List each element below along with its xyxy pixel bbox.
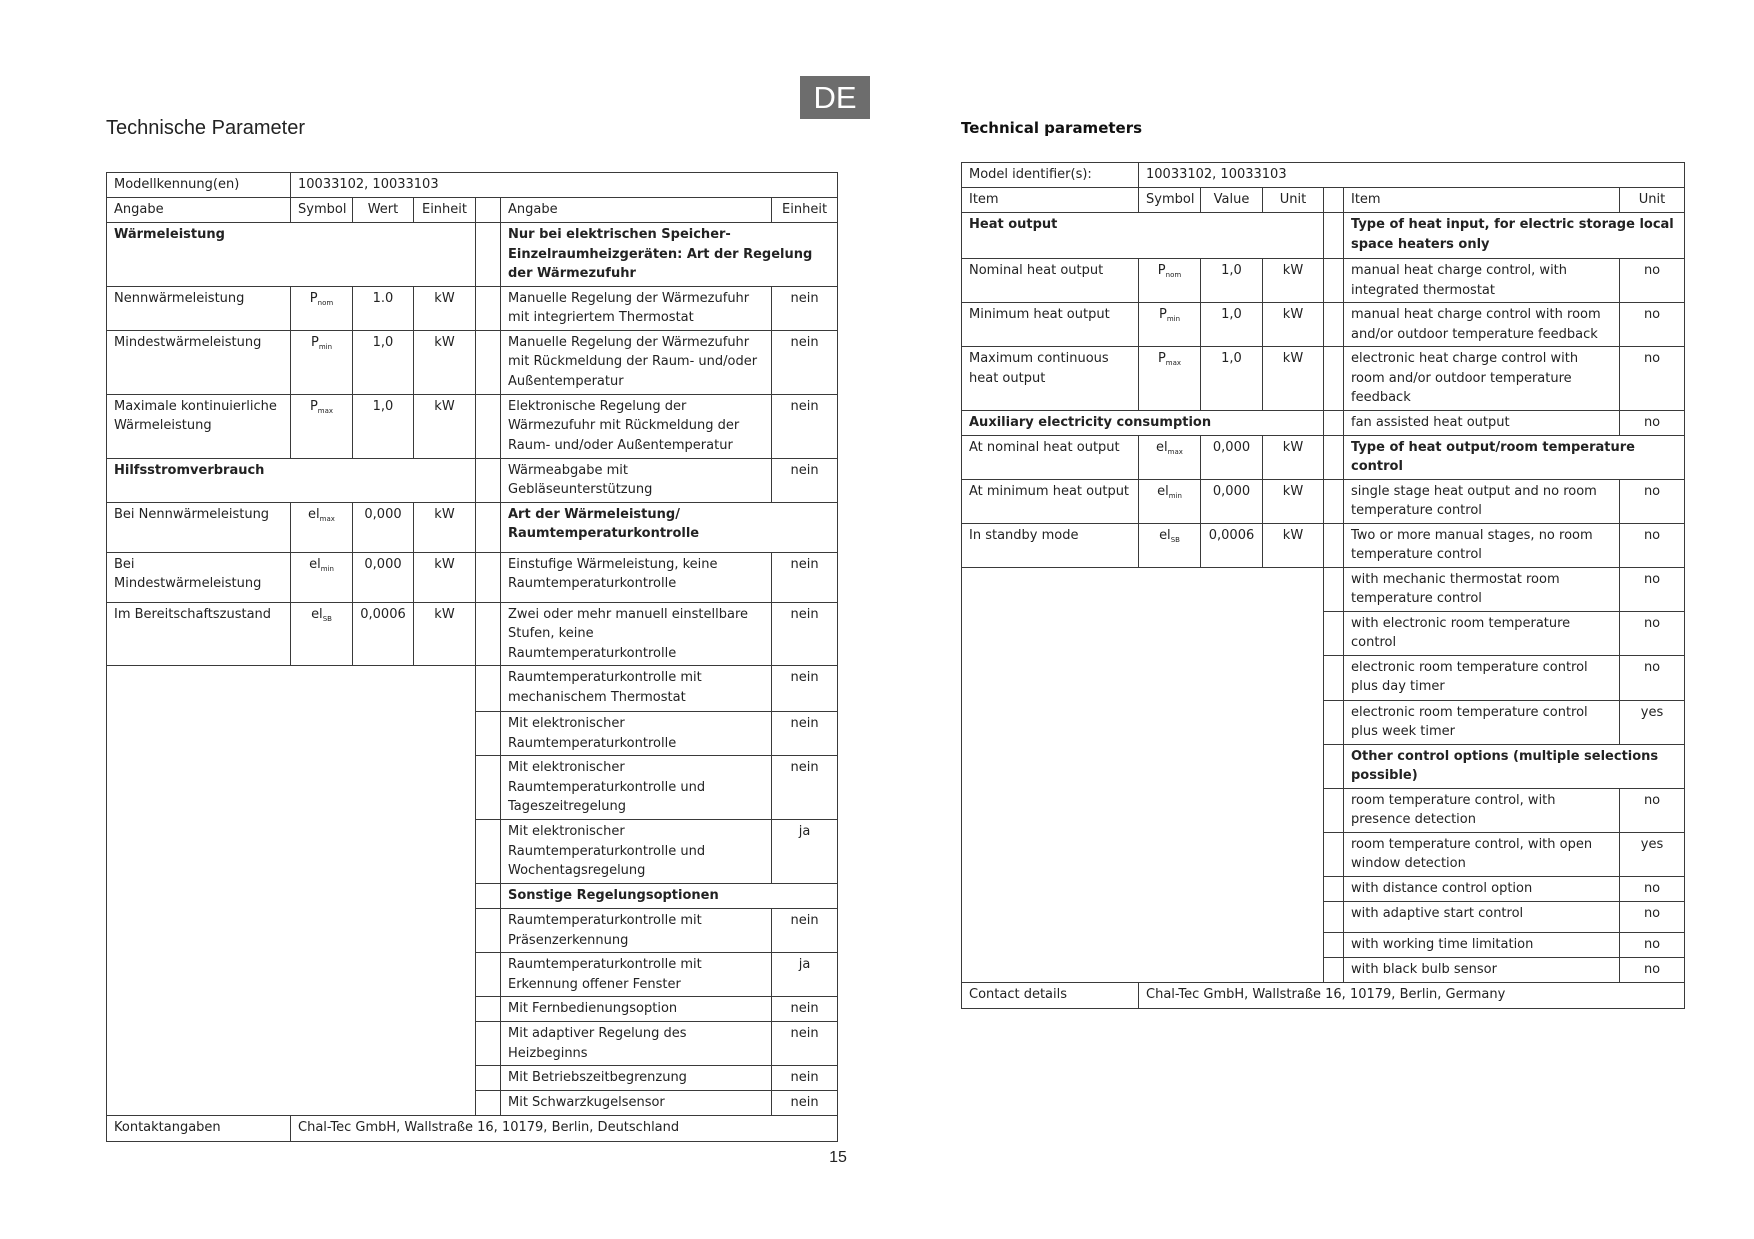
unit-cell: kW xyxy=(414,602,476,666)
column-spacer xyxy=(476,458,501,502)
option-value: nein xyxy=(772,330,838,394)
header-item: Angabe xyxy=(107,198,291,223)
column-spacer xyxy=(476,330,501,394)
column-spacer xyxy=(1324,744,1344,788)
value-cell: 1,0 xyxy=(1201,303,1263,347)
symbol-cell: $el_{max}$ xyxy=(291,502,353,552)
value-cell: 1,0 xyxy=(353,330,414,394)
option-value: no xyxy=(1620,655,1685,700)
option-label: manual heat charge control with room and/or outdoor temperature feedback xyxy=(1344,303,1620,347)
model-value: 10033102, 10033103 xyxy=(291,173,838,198)
column-spacer xyxy=(476,502,501,552)
unit-cell: kW xyxy=(414,286,476,330)
symbol-cell: $el_{SB}$ xyxy=(291,602,353,666)
option-value: nein xyxy=(772,552,838,602)
table-row xyxy=(962,479,1685,523)
option-label: Wärmeabgabe mit Gebläseunterstützung xyxy=(501,458,772,502)
column-spacer xyxy=(476,820,501,884)
column-spacer xyxy=(476,552,501,602)
option-value: no xyxy=(1620,410,1685,435)
option-value: no xyxy=(1620,788,1685,832)
column-spacer xyxy=(476,884,501,909)
option-label: with mechanic thermostat room temperature control xyxy=(1344,567,1620,611)
table-row xyxy=(107,330,838,394)
column-spacer xyxy=(476,756,501,820)
column-spacer xyxy=(476,1091,501,1116)
value-cell: 0,000 xyxy=(1201,479,1263,523)
row-label: Im Bereitschaftszustand xyxy=(107,602,291,666)
option-label: Mit elektronischer Raumtemperaturkontrolle und Wochentagsregelung xyxy=(501,820,772,884)
column-spacer xyxy=(476,666,501,712)
option-label: electronic room temperature control plus week timer xyxy=(1344,700,1620,744)
value-cell: 0,0006 xyxy=(1201,523,1263,567)
value-cell: 0,0006 xyxy=(353,602,414,666)
option-label: Manuelle Regelung der Wärmezufuhr mit Rückmeldung der Raum- und/oder Außentemperatur xyxy=(501,330,772,394)
contact-value: Chal-Tec GmbH, Wallstraße 16, 10179, Berlin, Germany xyxy=(1139,982,1685,1008)
header-value: Value xyxy=(1201,188,1263,213)
row-label: Maximale kontinuierliche Wärmeleistung xyxy=(107,394,291,458)
option-label: electronic room temperature control plus day timer xyxy=(1344,655,1620,700)
option-label: Mit Schwarzkugelsensor xyxy=(501,1091,772,1116)
column-spacer xyxy=(1324,435,1344,479)
symbol-cell: $el_{min}$ xyxy=(291,552,353,602)
option-value: no xyxy=(1620,479,1685,523)
model-label: Model identifier(s): xyxy=(962,163,1139,188)
column-spacer xyxy=(1324,788,1344,832)
option-label: single stage heat output and no room temperature control xyxy=(1344,479,1620,523)
column-spacer xyxy=(476,394,501,458)
row-label: At nominal heat output xyxy=(962,435,1139,479)
symbol-cell: $el_{SB}$ xyxy=(1139,523,1201,567)
column-spacer xyxy=(1324,932,1344,957)
option-label: Einstufige Wärmeleistung, keine Raumtemperaturkontrolle xyxy=(501,552,772,602)
option-value: nein xyxy=(772,712,838,756)
option-label: Mit Fernbedienungsoption xyxy=(501,997,772,1022)
option-value: yes xyxy=(1620,832,1685,876)
header-item: Item xyxy=(962,188,1139,213)
option-label: with electronic room temperature control xyxy=(1344,611,1620,655)
value-cell: 1,0 xyxy=(1201,259,1263,303)
option-label: with adaptive start control xyxy=(1344,901,1620,932)
symbol-cell: $P_{min}$ xyxy=(1139,303,1201,347)
unit-cell: kW xyxy=(1263,347,1324,411)
option-value: no xyxy=(1620,611,1685,655)
table-row xyxy=(107,666,838,712)
section-heat-output: Heat output xyxy=(962,213,1324,259)
column-spacer xyxy=(1324,832,1344,876)
header-unit: Unit xyxy=(1263,188,1324,213)
option-value: nein xyxy=(772,1091,838,1116)
unit-cell: kW xyxy=(414,330,476,394)
column-spacer xyxy=(476,286,501,330)
table-row xyxy=(107,602,838,666)
header-item-right: Angabe xyxy=(501,198,772,223)
column-spacer xyxy=(1324,876,1344,901)
table-row xyxy=(107,286,838,330)
option-label: electronic heat charge control with room and/or outdoor temperature feedback xyxy=(1344,347,1620,411)
option-label: Manuelle Regelung der Wärmezufuhr mit integriertem Thermostat xyxy=(501,286,772,330)
option-label: Mit elektronischer Raumtemperaturkontrolle und Tageszeitregelung xyxy=(501,756,772,820)
value-cell: 1,0 xyxy=(353,394,414,458)
column-spacer xyxy=(1324,523,1344,567)
table-row xyxy=(107,394,838,458)
option-value: nein xyxy=(772,286,838,330)
option-value: no xyxy=(1620,957,1685,982)
row-label: Maximum continuous heat output xyxy=(962,347,1139,411)
column-spacer xyxy=(1324,410,1344,435)
row-label: Nennwärmeleistung xyxy=(107,286,291,330)
unit-cell: kW xyxy=(1263,479,1324,523)
page-title-de: Technische Parameter xyxy=(106,117,305,139)
technical-parameters-table-de xyxy=(106,172,838,1142)
section-other-options: Sonstige Regelungsoptionen xyxy=(501,884,838,909)
contact-label: Kontaktangaben xyxy=(107,1116,291,1142)
unit-cell: kW xyxy=(1263,523,1324,567)
column-spacer xyxy=(1324,611,1344,655)
section-aux-power: Hilfsstromverbrauch xyxy=(107,458,476,502)
option-label: Raumtemperaturkontrolle mit Präsenzerkennung xyxy=(501,909,772,953)
contact-value: Chal-Tec GmbH, Wallstraße 16, 10179, Berlin, Deutschland xyxy=(291,1116,838,1142)
header-symbol: Symbol xyxy=(291,198,353,223)
header-value: Wert xyxy=(353,198,414,223)
option-label: room temperature control, with presence detection xyxy=(1344,788,1620,832)
symbol-cell: $P_{max}$ xyxy=(1139,347,1201,411)
table-row xyxy=(962,523,1685,567)
column-spacer xyxy=(476,602,501,666)
column-spacer xyxy=(476,223,501,287)
option-value: no xyxy=(1620,567,1685,611)
section-other-options: Other control options (multiple selections possible) xyxy=(1344,744,1685,788)
row-label: Mindestwärmeleistung xyxy=(107,330,291,394)
table-row xyxy=(962,303,1685,347)
option-value: nein xyxy=(772,997,838,1022)
symbol-cell: $P_{max}$ xyxy=(291,394,353,458)
option-value: nein xyxy=(772,602,838,666)
column-spacer xyxy=(476,909,501,953)
empty-area xyxy=(962,567,1324,982)
row-label: Bei Nennwärmeleistung xyxy=(107,502,291,552)
symbol-cell: $P_{nom}$ xyxy=(291,286,353,330)
unit-cell: kW xyxy=(414,502,476,552)
table-row xyxy=(962,435,1685,479)
column-spacer xyxy=(1324,259,1344,303)
header-unit-right: Unit xyxy=(1620,188,1685,213)
option-label: manual heat charge control, with integrated thermostat xyxy=(1344,259,1620,303)
option-value: no xyxy=(1620,932,1685,957)
option-value: no xyxy=(1620,901,1685,932)
option-value: nein xyxy=(772,756,838,820)
unit-cell: kW xyxy=(1263,435,1324,479)
option-label: Elektronische Regelung der Wärmezufuhr mit Rückmeldung der Raum- und/oder Außentemperatur xyxy=(501,394,772,458)
section-control-type: Type of heat output/room temperature control xyxy=(1344,435,1685,479)
unit-cell: kW xyxy=(414,552,476,602)
row-label: Minimum heat output xyxy=(962,303,1139,347)
table-row xyxy=(962,259,1685,303)
row-label: At minimum heat output xyxy=(962,479,1139,523)
option-label: with black bulb sensor xyxy=(1344,957,1620,982)
option-value: nein xyxy=(772,666,838,712)
contact-label: Contact details xyxy=(962,982,1139,1008)
table-row xyxy=(962,567,1685,611)
value-cell: 1.0 xyxy=(353,286,414,330)
value-cell: 0,000 xyxy=(353,502,414,552)
option-label: Two or more manual stages, no room temperature control xyxy=(1344,523,1620,567)
option-value: no xyxy=(1620,259,1685,303)
option-value: ja xyxy=(772,820,838,884)
header-unit: Einheit xyxy=(414,198,476,223)
option-label: Raumtemperaturkontrolle mit mechanischem Thermostat xyxy=(501,666,772,712)
column-spacer xyxy=(1324,479,1344,523)
option-label: with working time limitation xyxy=(1344,932,1620,957)
option-value: nein xyxy=(772,909,838,953)
column-spacer xyxy=(1324,700,1344,744)
section-heat-output: Wärmeleistung xyxy=(107,223,476,287)
table-row xyxy=(107,502,838,552)
value-cell: 0,000 xyxy=(1201,435,1263,479)
table-row xyxy=(107,552,838,602)
technical-parameters-table-en xyxy=(961,162,1685,1009)
option-label: fan assisted heat output xyxy=(1344,410,1620,435)
symbol-cell: $P_{nom}$ xyxy=(1139,259,1201,303)
column-spacer xyxy=(1324,567,1344,611)
column-spacer xyxy=(1324,213,1344,259)
symbol-cell: $P_{min}$ xyxy=(291,330,353,394)
column-spacer xyxy=(476,712,501,756)
value-cell: 1,0 xyxy=(1201,347,1263,411)
option-value: yes xyxy=(1620,700,1685,744)
language-badge: DE xyxy=(800,76,870,119)
header-unit-right: Einheit xyxy=(772,198,838,223)
option-label: Mit Betriebszeitbegrenzung xyxy=(501,1066,772,1091)
symbol-cell: $el_{max}$ xyxy=(1139,435,1201,479)
row-label: Bei Mindestwärmeleistung xyxy=(107,552,291,602)
table-row xyxy=(962,347,1685,411)
option-value: ja xyxy=(772,953,838,997)
option-value: no xyxy=(1620,303,1685,347)
value-cell: 0,000 xyxy=(353,552,414,602)
empty-area xyxy=(107,666,476,1116)
table-row xyxy=(962,410,1685,435)
column-spacer xyxy=(476,1066,501,1091)
symbol-cell: $el_{min}$ xyxy=(1139,479,1201,523)
column-spacer xyxy=(476,953,501,997)
column-spacer xyxy=(1324,655,1344,700)
column-spacer xyxy=(476,1022,501,1066)
unit-cell: kW xyxy=(414,394,476,458)
section-storage-note: Type of heat input, for electric storage local space heaters only xyxy=(1344,213,1685,259)
page-number: 15 xyxy=(829,1149,847,1166)
option-value: nein xyxy=(772,1066,838,1091)
table-row xyxy=(107,458,838,502)
option-value: no xyxy=(1620,523,1685,567)
column-spacer xyxy=(1324,188,1344,213)
option-label: Raumtemperaturkontrolle mit Erkennung offener Fenster xyxy=(501,953,772,997)
option-value: no xyxy=(1620,347,1685,411)
column-spacer xyxy=(1324,957,1344,982)
option-value: nein xyxy=(772,1022,838,1066)
option-label: Mit elektronischer Raumtemperaturkontrolle xyxy=(501,712,772,756)
option-value: nein xyxy=(772,394,838,458)
header-item-right: Item xyxy=(1344,188,1620,213)
model-label: Modellkennung(en) xyxy=(107,173,291,198)
option-label: room temperature control, with open window detection xyxy=(1344,832,1620,876)
section-storage-note: Nur bei elektrischen Speicher-Einzelraumheizgeräten: Art der Regelung der Wärmezufuhr xyxy=(501,223,838,287)
option-value: no xyxy=(1620,876,1685,901)
unit-cell: kW xyxy=(1263,259,1324,303)
column-spacer xyxy=(476,997,501,1022)
column-spacer xyxy=(1324,303,1344,347)
page-title-en: Technical parameters xyxy=(961,119,1143,137)
option-value: nein xyxy=(772,458,838,502)
section-aux-power: Auxiliary electricity consumption xyxy=(962,410,1324,435)
unit-cell: kW xyxy=(1263,303,1324,347)
row-label: In standby mode xyxy=(962,523,1139,567)
section-control-type: Art der Wärmeleistung/ Raumtemperaturkontrolle xyxy=(501,502,838,552)
header-symbol: Symbol xyxy=(1139,188,1201,213)
column-spacer xyxy=(1324,901,1344,932)
row-label: Nominal heat output xyxy=(962,259,1139,303)
column-spacer xyxy=(1324,347,1344,411)
model-value: 10033102, 10033103 xyxy=(1139,163,1685,188)
column-spacer xyxy=(476,198,501,223)
option-label: Zwei oder mehr manuell einstellbare Stufen, keine Raumtemperaturkontrolle xyxy=(501,602,772,666)
option-label: Mit adaptiver Regelung des Heizbeginns xyxy=(501,1022,772,1066)
option-label: with distance control option xyxy=(1344,876,1620,901)
